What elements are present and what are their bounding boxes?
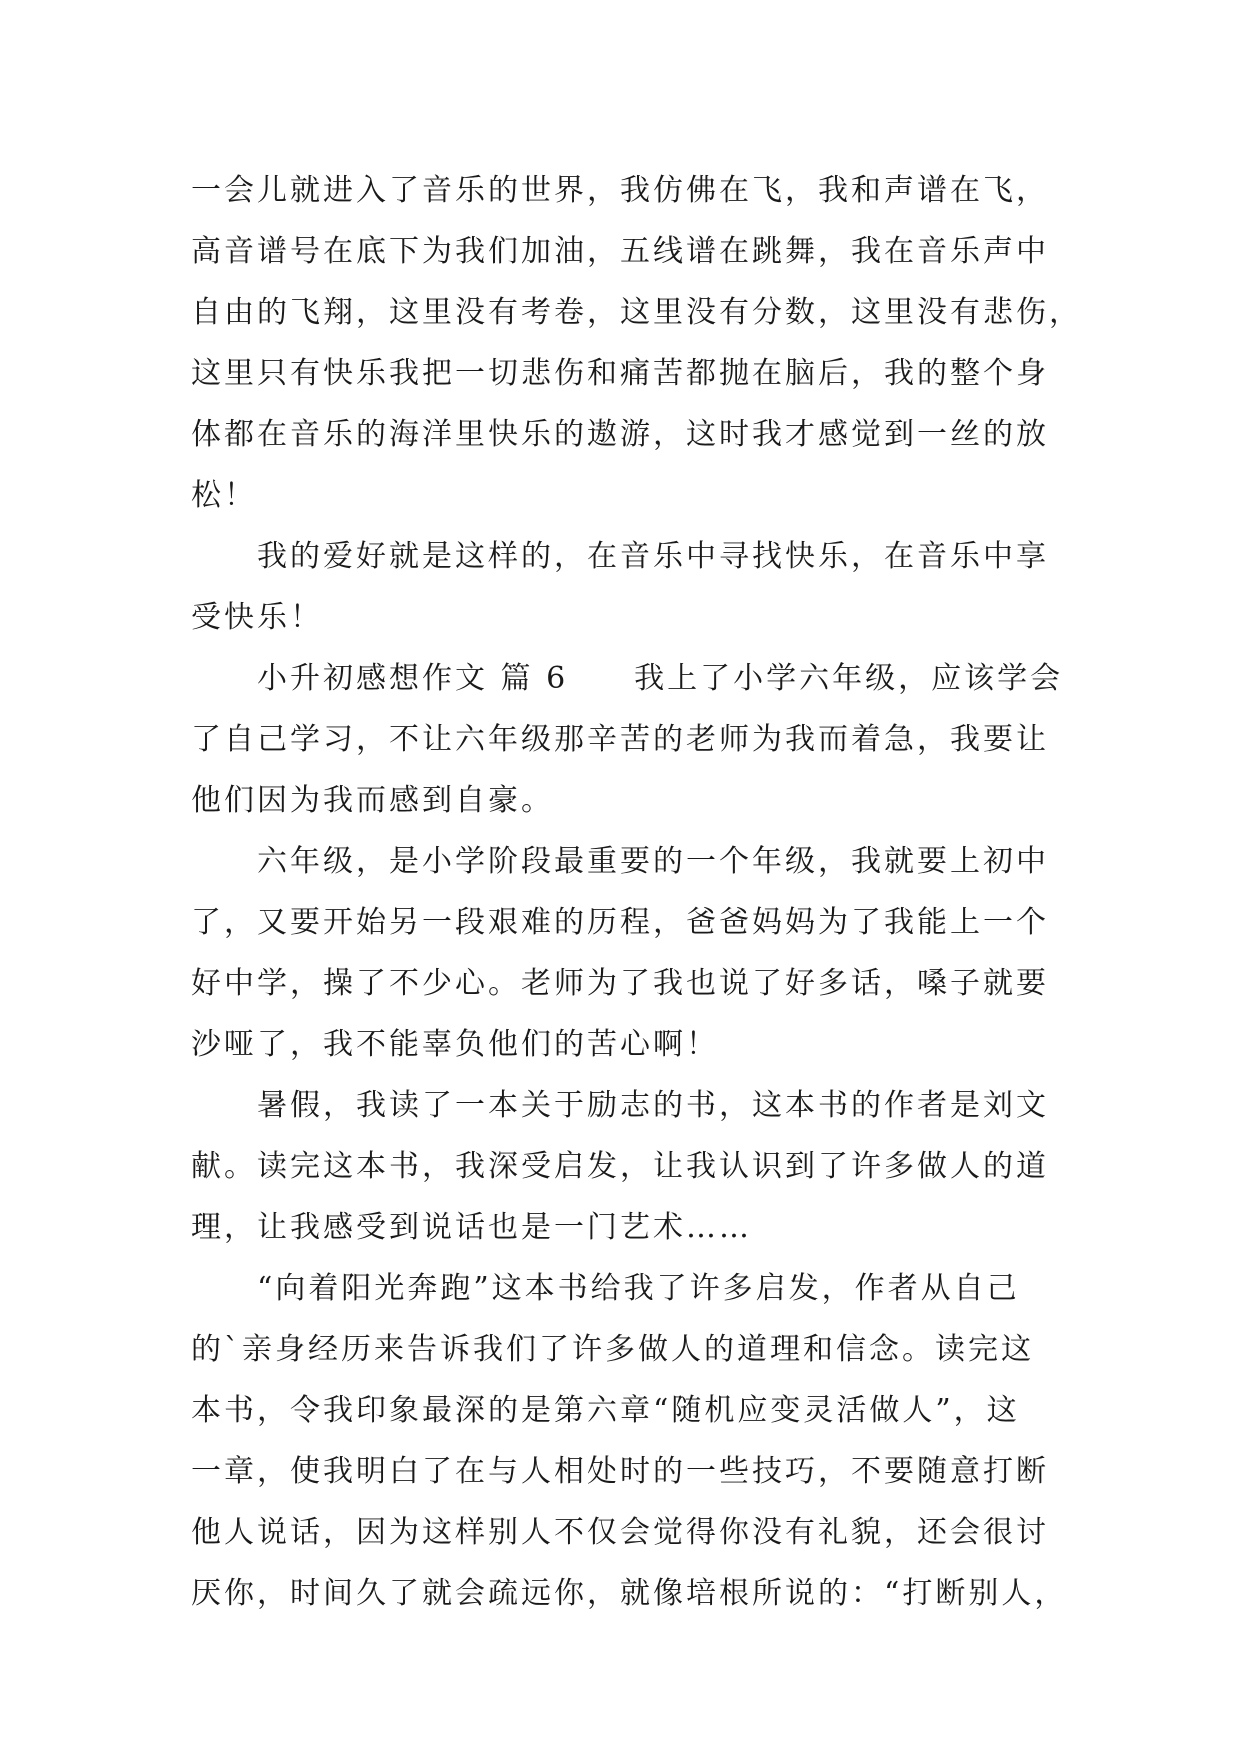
- text-line: 本书，令我印象最深的是第六章“随机应变灵活做人”，这: [191, 1393, 1020, 1428]
- text-line: 沙哑了，我不能辜负他们的苦心啊！: [191, 1027, 719, 1062]
- text-line: 好中学，操了不少心。老师为了我也说了好多话，嗓子就要: [191, 966, 1049, 1001]
- text-line: “向着阳光奔跑”这本书给我了许多启发，作者从自己: [191, 1271, 1020, 1306]
- text-line: 自由的飞翔，这里没有考卷，这里没有分数，这里没有悲伤，: [191, 295, 1082, 330]
- text-line: 六年级，是小学阶段最重要的一个年级，我就要上初中: [191, 844, 1049, 879]
- text-line: 了自己学习，不让六年级那辛苦的老师为我而着急，我要让: [191, 722, 1049, 757]
- text-line: 我的爱好就是这样的，在音乐中寻找快乐，在音乐中享: [191, 539, 1049, 574]
- text-line: 受快乐！: [191, 600, 323, 635]
- text-line: 暑假，我读了一本关于励志的书，这本书的作者是刘文: [191, 1088, 1049, 1123]
- text-line: 他们因为我而感到自豪。: [191, 783, 554, 818]
- text-line: 高音谱号在底下为我们加油，五线谱在跳舞，我在音乐声中: [191, 234, 1049, 269]
- text-line: 理，让我感受到说话也是一门艺术……: [191, 1210, 752, 1245]
- text-line: 献。读完这本书，我深受启发，让我认识到了许多做人的道: [191, 1149, 1049, 1184]
- text-line: 松！: [191, 478, 257, 513]
- text-line: 小升初感想作文 篇 6 我上了小学六年级，应该学会: [191, 661, 1064, 696]
- text-line: 厌你，时间久了就会疏远你，就像培根所说的：“打断别人，: [191, 1576, 1068, 1611]
- text-line: 一会儿就进入了音乐的世界，我仿佛在飞，我和声谱在飞，: [191, 173, 1049, 208]
- text-line: 一章，使我明白了在与人相处时的一些技巧，不要随意打断: [191, 1454, 1049, 1489]
- text-line: 他人说话，因为这样别人不仅会觉得你没有礼貌，还会很讨: [191, 1515, 1049, 1550]
- text-line: 的`亲身经历来告诉我们了许多做人的道理和信念。读完这: [191, 1332, 1034, 1367]
- text-line: 了，又要开始另一段艰难的历程，爸爸妈妈为了我能上一个: [191, 905, 1049, 940]
- text-line: 这里只有快乐我把一切悲伤和痛苦都抛在脑后，我的整个身: [191, 356, 1049, 391]
- document-body: [191, 160, 1082, 1624]
- text-line: 体都在音乐的海洋里快乐的遨游，这时我才感觉到一丝的放: [191, 417, 1049, 452]
